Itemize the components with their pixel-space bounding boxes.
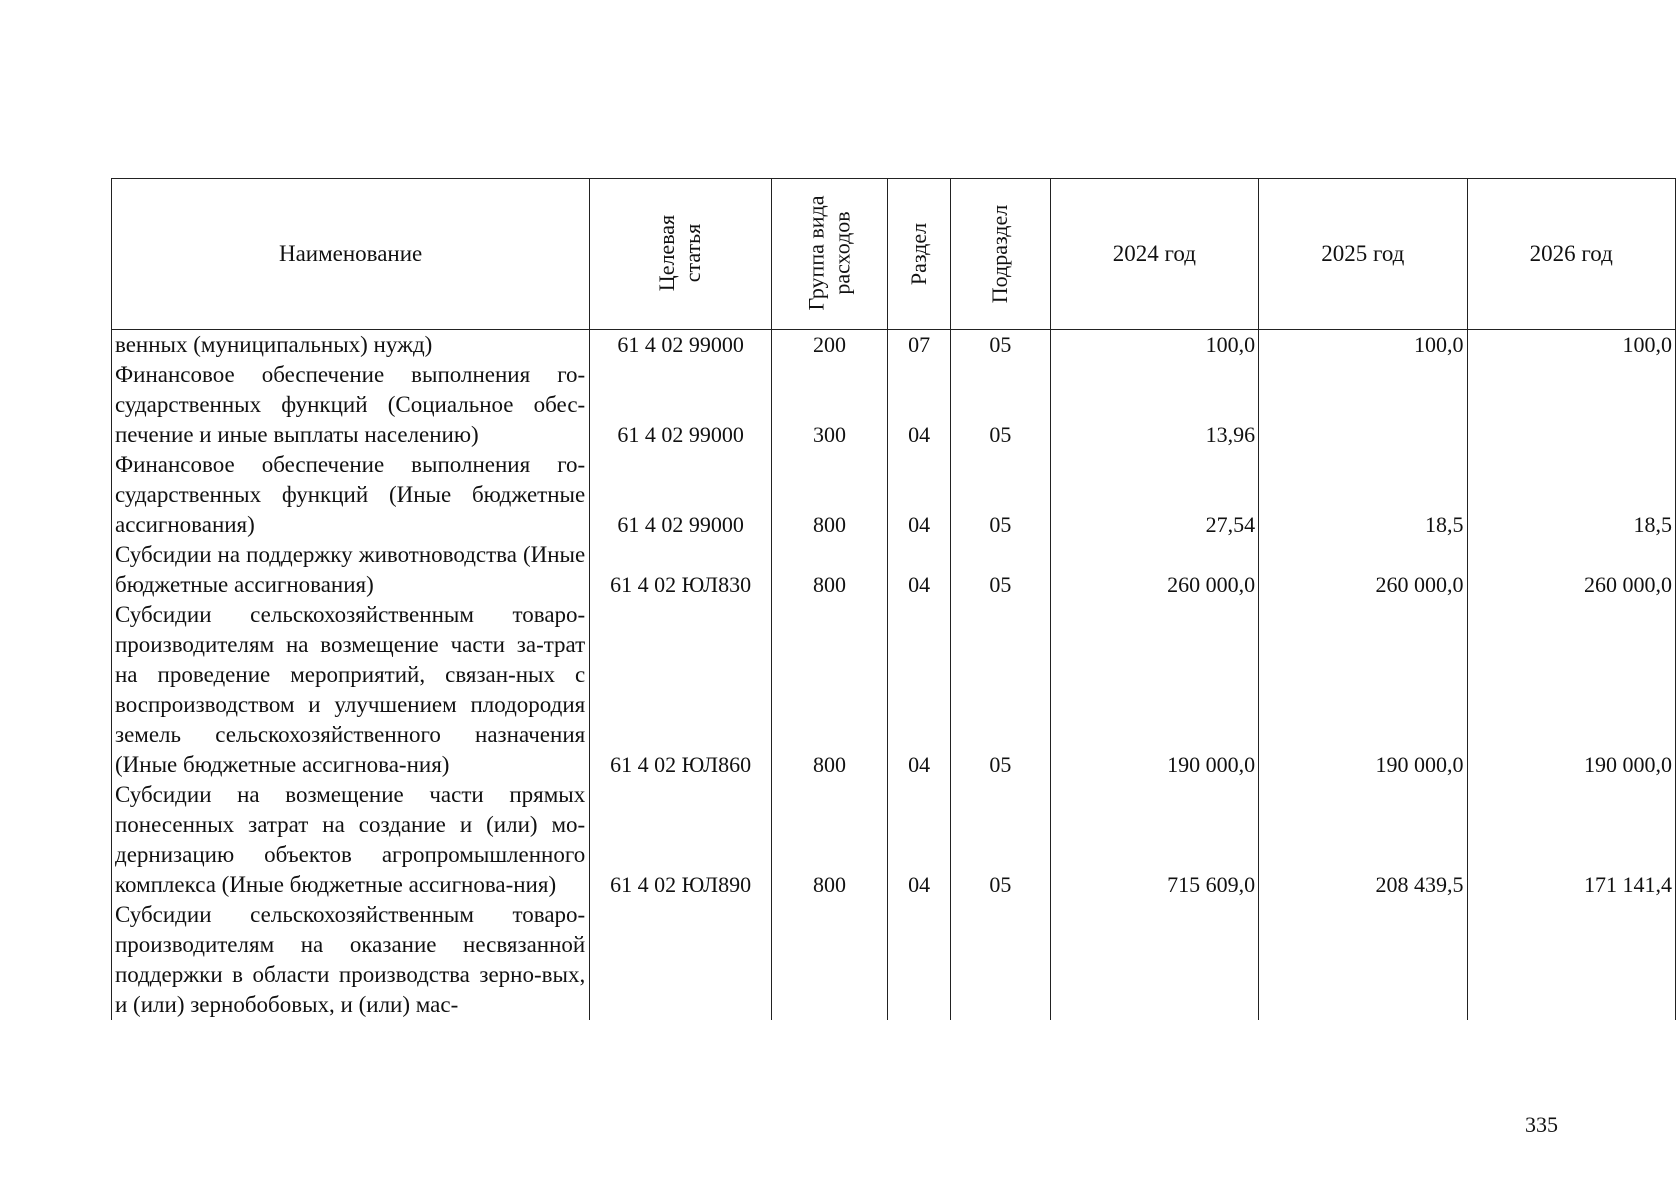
row-section: 04	[887, 360, 950, 450]
row-subsection: 05	[951, 600, 1050, 780]
page-number: 335	[1525, 1112, 1558, 1137]
row-expense-group: 300	[771, 360, 887, 450]
header-expense-group: Группа вида расходов	[771, 179, 887, 330]
row-target-article	[590, 900, 772, 1020]
row-2026	[1467, 360, 1675, 450]
row-section: 04	[887, 600, 950, 780]
row-subsection: 05	[951, 540, 1050, 600]
row-2025: 190 000,0	[1259, 600, 1467, 780]
row-2025	[1259, 900, 1467, 1020]
row-2025: 260 000,0	[1259, 540, 1467, 600]
table-row	[112, 600, 1676, 780]
row-section: 04	[887, 450, 950, 540]
row-2025	[1259, 360, 1467, 450]
row-2026: 100,0	[1467, 330, 1675, 361]
row-2024: 260 000,0	[1050, 540, 1258, 600]
row-target-article: 61 4 02 99000	[590, 330, 772, 361]
row-2026	[1467, 900, 1675, 1020]
row-subsection	[951, 900, 1050, 1020]
row-2025: 100,0	[1259, 330, 1467, 361]
row-section: 07	[887, 330, 950, 361]
row-expense-group: 800	[771, 540, 887, 600]
row-expense-group	[771, 900, 887, 1020]
header-2024: 2024 год	[1050, 179, 1258, 330]
row-name: Финансовое обеспечение выполнения го-сударственных функций (Иные бюджетные ассигнования)	[112, 450, 590, 540]
row-target-article: 61 4 02 ЮЛ830	[590, 540, 772, 600]
row-2024: 715 609,0	[1050, 780, 1258, 900]
row-subsection: 05	[951, 330, 1050, 361]
row-target-article: 61 4 02 99000	[590, 450, 772, 540]
row-subsection: 05	[951, 780, 1050, 900]
row-name: Субсидии на возмещение части прямых понесенных затрат на создание и (или) мо-дернизацию объектов агропромышленного комплекса (Иные бюджетные ассигнова-ния)	[112, 780, 590, 900]
row-name: венных (муниципальных) нужд)	[112, 330, 590, 361]
row-section	[887, 900, 950, 1020]
row-target-article: 61 4 02 ЮЛ890	[590, 780, 772, 900]
row-name: Финансовое обеспечение выполнения го-сударственных функций (Социальное обес-печение и иные выплаты населению)	[112, 360, 590, 450]
table-row	[112, 780, 1676, 900]
header-2025: 2025 год	[1259, 179, 1467, 330]
row-expense-group: 800	[771, 450, 887, 540]
table-row	[112, 540, 1676, 600]
row-name: Субсидии сельскохозяйственным товаро-производителям на оказание несвязанной поддержки в области производства зерно-вых, и (или) зернобобовых, и (или) мас-	[112, 900, 590, 1020]
row-expense-group: 800	[771, 780, 887, 900]
row-expense-group: 200	[771, 330, 887, 361]
header-name: Наименование	[112, 179, 590, 330]
header-subsection: Подраздел	[951, 179, 1050, 330]
row-target-article: 61 4 02 ЮЛ860	[590, 600, 772, 780]
row-2024: 190 000,0	[1050, 600, 1258, 780]
budget-table	[111, 178, 1676, 1020]
header-target-article: Целевая статья	[590, 179, 772, 330]
row-expense-group: 800	[771, 600, 887, 780]
table-row	[112, 330, 1676, 361]
row-target-article: 61 4 02 99000	[590, 360, 772, 450]
row-2024: 100,0	[1050, 330, 1258, 361]
row-subsection: 05	[951, 360, 1050, 450]
row-name: Субсидии на поддержку животноводства (Иные бюджетные ассигнования)	[112, 540, 590, 600]
row-section: 04	[887, 780, 950, 900]
table-row	[112, 360, 1676, 450]
row-2025: 208 439,5	[1259, 780, 1467, 900]
row-name: Субсидии сельскохозяйственным товаро-производителям на возмещение части за-трат на проведение мероприятий, связан-ных с воспроизводством и улучшением плодородия земель сельскохозяйственного назначения (Иные бюджетные ассигнова-ния)	[112, 600, 590, 780]
header-section: Раздел	[887, 179, 950, 330]
table-row	[112, 900, 1676, 1020]
table-row	[112, 450, 1676, 540]
row-subsection: 05	[951, 450, 1050, 540]
row-2025: 18,5	[1259, 450, 1467, 540]
row-2026: 190 000,0	[1467, 600, 1675, 780]
row-section: 04	[887, 540, 950, 600]
row-2026: 18,5	[1467, 450, 1675, 540]
row-2024	[1050, 900, 1258, 1020]
row-2026: 171 141,4	[1467, 780, 1675, 900]
row-2024: 27,54	[1050, 450, 1258, 540]
header-row	[112, 179, 1676, 330]
header-2026: 2026 год	[1467, 179, 1675, 330]
row-2024: 13,96	[1050, 360, 1258, 450]
row-2026: 260 000,0	[1467, 540, 1675, 600]
